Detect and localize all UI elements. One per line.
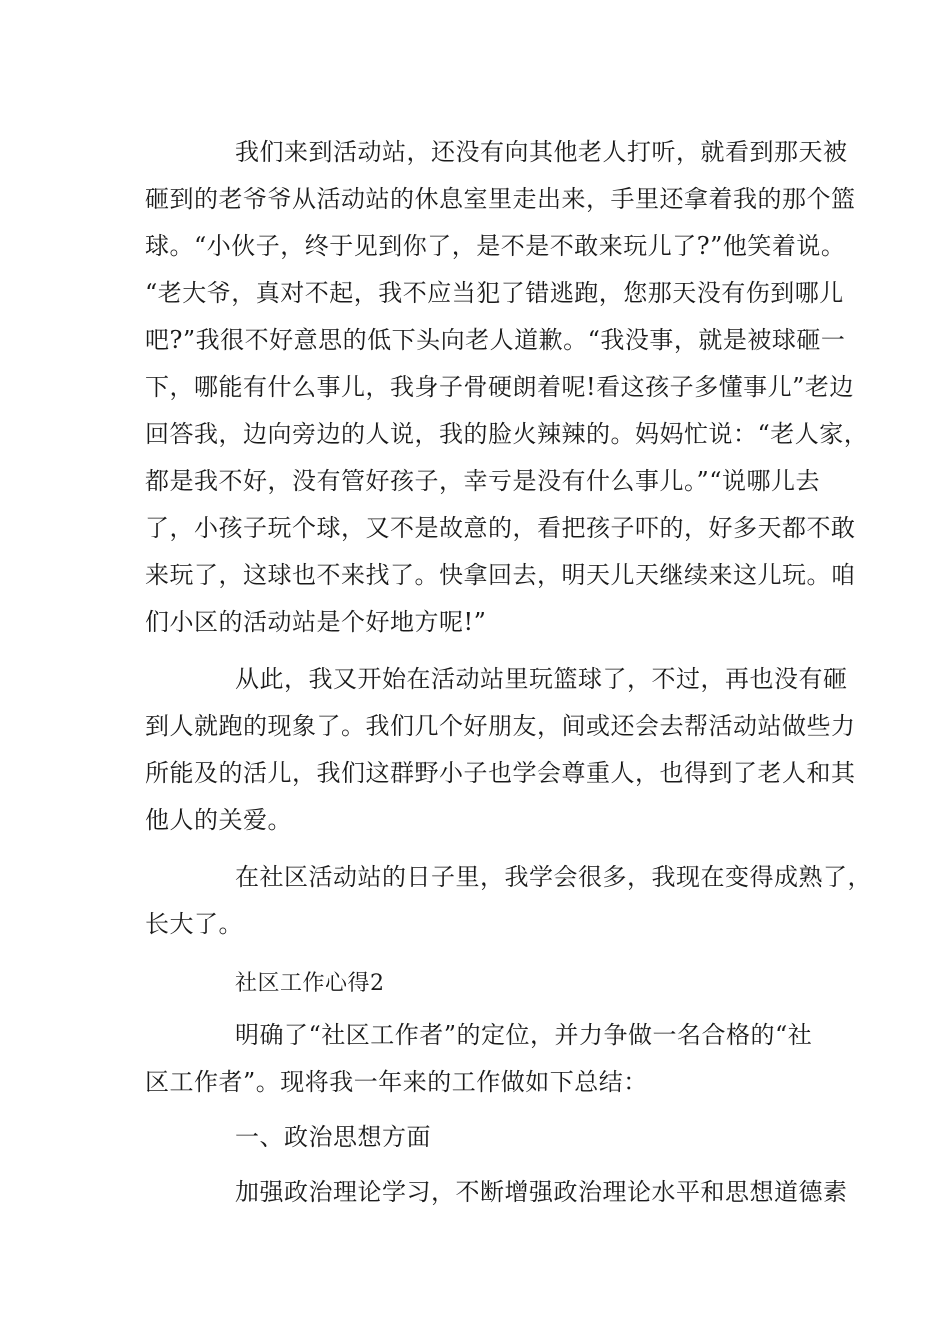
paragraph-2-line-3: 所能及的活儿，我们这群野小子也学会尊重人，也得到了老人和其 [145, 759, 856, 787]
paragraph-3-line-1: 在社区活动站的日子里，我学会很多，我现在变得成熟了， [235, 863, 872, 891]
paragraph-1-line-8: 都是我不好，没有管好孩子，幸亏是没有什么事儿。”“说哪儿去 [145, 467, 821, 495]
paragraph-1-line-6: 下，哪能有什么事儿，我身子骨硬朗着呢!看这孩子多懂事儿”老边 [145, 373, 854, 401]
paragraph-4-line-1: 明确了“社区工作者”的定位，并力争做一名合格的“社 [235, 1021, 813, 1049]
section-title: 社区工作心得2 [235, 971, 385, 996]
paragraph-1-line-10: 来玩了，这球也不来找了。快拿回去，明天儿天继续来这儿玩。咱 [145, 561, 856, 589]
paragraph-1-line-4: “老大爷，真对不起，我不应当犯了错逃跑，您那天没有伤到哪儿 [145, 279, 844, 307]
paragraph-5-line-1: 加强政治理论学习，不断增强政治理论水平和思想道德素 [235, 1178, 848, 1206]
paragraph-1-line-7: 回答我，边向旁边的人说，我的脸火辣辣的。妈妈忙说：“老人家， [145, 420, 869, 448]
paragraph-4-line-2: 区工作者”。现将我一年来的工作做如下总结： [145, 1068, 648, 1096]
paragraph-2-line-4: 他人的关爱。 [145, 806, 292, 834]
subsection-heading: 一、政治思想方面 [235, 1123, 431, 1151]
paragraph-1-line-5: 吧?”我很不好意思的低下头向老人道歉。“我没事，就是被球砸一 [145, 326, 846, 354]
paragraph-1-line-3: 球。“小伙子，终于见到你了，是不是不敢来玩儿了?”他笑着说。 [145, 232, 846, 260]
paragraph-1-line-11: 们小区的活动站是个好地方呢!” [145, 608, 487, 636]
paragraph-1-line-1: 我们来到活动站，还没有向其他老人打听，就看到那天被 [235, 138, 848, 166]
paragraph-2-line-1: 从此，我又开始在活动站里玩篮球了，不过，再也没有砸 [235, 665, 848, 693]
paragraph-2-line-2: 到人就跑的现象了。我们几个好朋友，间或还会去帮活动站做些力 [145, 712, 856, 740]
paragraph-1-line-9: 了，小孩子玩个球，又不是故意的，看把孩子吓的，好多天都不敢 [145, 514, 856, 542]
paragraph-1-line-2: 砸到的老爷爷从活动站的休息室里走出来，手里还拿着我的那个篮 [145, 185, 856, 213]
paragraph-3-line-2: 长大了。 [145, 910, 243, 938]
